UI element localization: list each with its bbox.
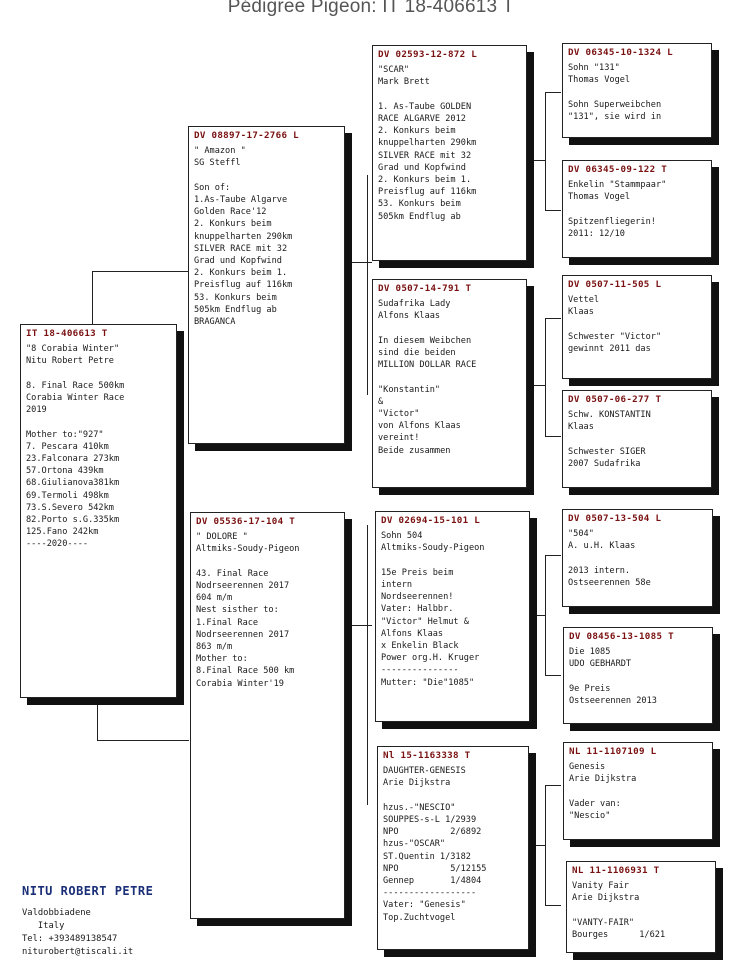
pedigree-line: 1.Final Race: [196, 617, 259, 628]
pedigree-line: 8.Final Race 500 km: [196, 666, 295, 677]
pedigree-line: MILLION DOLLAR RACE: [378, 360, 477, 371]
sire-dam-card: [372, 279, 527, 488]
pedigree-line: "Victor": [378, 409, 420, 419]
ring-number: DV 06345-09-122 T: [568, 164, 668, 175]
sd-dam-card: [562, 390, 712, 488]
pedigree-line: Sohn 504: [381, 531, 423, 542]
ring-number: Nl 15-1163338 T: [383, 750, 471, 761]
pedigree-line: " DOLORE ": [196, 532, 248, 543]
pedigree-line: "Victor" Helmut &: [381, 616, 469, 627]
pedigree-line: Arie Dijkstra: [383, 778, 451, 789]
pedigree-line: Vader van:: [569, 798, 621, 809]
pedigree-line: [378, 371, 521, 383]
ring-number: DV 08456-13-1085 T: [569, 631, 674, 642]
pedigree-line: ------------------: [383, 888, 477, 899]
pedigree-line: A. u.H. Klaas: [568, 541, 636, 552]
pedigree-line: [194, 170, 339, 182]
connector-line: [545, 675, 561, 676]
pedigree-line: 125.Fano 242km: [26, 527, 99, 538]
pedigree-line: knuppelharten 290km: [378, 138, 477, 149]
pedigree-line: knuppelharten 290km: [194, 231, 293, 242]
connector-line: [530, 160, 545, 161]
pedigree-line: x Enkelin Black: [381, 641, 459, 652]
pedigree-line: 43. Final Race: [196, 568, 269, 579]
pedigree-line: 1. As-Taube GOLDEN: [378, 101, 472, 112]
pedigree-line: Ostseerennen 58e: [568, 578, 651, 588]
pedigree-line: Schw. KONSTANTIN: [568, 410, 651, 421]
pedigree-line: ST.Quentin 1/3182: [383, 851, 471, 862]
ring-number: DV 0507-13-504 L: [568, 513, 662, 524]
ss-sire-card: [562, 43, 712, 138]
pedigree-line: [26, 416, 171, 428]
connector-line: [545, 555, 546, 675]
pedigree-line: Schwester "Victor": [568, 331, 662, 342]
pedigree-line: 1.As-Taube Algarve: [194, 195, 288, 205]
pedigree-line: Sohn "131": [568, 63, 620, 74]
pedigree-line: 505km Endflug ab: [194, 304, 277, 315]
pedigree-line: 57.Ortona 439km: [26, 466, 104, 477]
breeder-city: Valdobbiadene: [22, 908, 91, 918]
pedigree-line: Top.Zuchtvogel: [383, 912, 456, 923]
connector-line: [545, 210, 561, 211]
ring-number: NL 11-1106931 T: [572, 865, 660, 876]
connector-line: [545, 92, 546, 210]
pedigree-line: Gennep 1/4804: [383, 876, 482, 887]
pedigree-line: SILVER RACE mit 32: [194, 243, 288, 254]
sire-sire-card: [372, 45, 527, 261]
pedigree-line: "504": [568, 529, 594, 540]
pedigree-line: 23.Falconara 273km: [26, 454, 120, 464]
pedigree-line: 15e Preis beim: [381, 567, 454, 578]
connector-line: [367, 175, 368, 395]
pedigree-line: [196, 556, 339, 568]
ring-number: DV 0507-06-277 T: [568, 394, 662, 405]
pedigree-line: Vanity Fair: [572, 881, 629, 892]
pedigree-line: 505km Endflug ab: [378, 211, 461, 222]
breeder-name: NITU ROBERT PETRE: [22, 884, 154, 898]
ring-number: IT 18-406613 T: [26, 328, 108, 339]
ring-number: DV 08897-17-2766 L: [194, 130, 299, 141]
pedigree-line: [572, 905, 710, 917]
pedigree-line: 863 m/m: [196, 642, 233, 653]
pedigree-line: Nordseerennen!: [381, 592, 454, 603]
pedigree-line: 2013 intern.: [568, 565, 631, 576]
pedigree-line: "VANTY-FAIR": [572, 917, 635, 928]
pedigree-line: UDO GEBHARDT: [569, 659, 632, 670]
connector-line: [545, 318, 561, 319]
pedigree-line: Altmiks-Soudy-Pigeon: [196, 544, 300, 555]
pedigree-line: [26, 368, 171, 380]
pedigree-line: Thomas Vogel: [568, 192, 631, 203]
pedigree-line: Altmiks-Soudy-Pigeon: [381, 543, 485, 554]
pedigree-line: &: [378, 396, 384, 407]
pedigree-line: [378, 323, 521, 335]
connector-line: [97, 697, 98, 740]
pedigree-line: Arie Dijkstra: [572, 893, 640, 904]
pedigree-line: Sudafrika Lady: [378, 299, 451, 310]
ring-number: DV 06345-10-1324 L: [568, 47, 673, 58]
pedigree-line: Die 1085: [569, 647, 611, 658]
pedigree-line: Preisflug auf 116km: [194, 280, 293, 291]
pedigree-line: hzus.-"NESCIO": [383, 802, 456, 813]
pedigree-line: Grad und Kopfwind: [194, 256, 282, 267]
pedigree-line: 53. Konkurs beim: [378, 199, 461, 210]
ring-number: DV 02694-15-101 L: [381, 515, 481, 526]
pedigree-line: 2011: 12/10: [568, 229, 625, 239]
pedigree-line: [568, 319, 706, 331]
pedigree-line: intern: [381, 580, 413, 590]
pedigree-line: "SCAR": [378, 65, 410, 76]
connector-line: [545, 905, 561, 906]
pedigree-line: Alfons Klaas: [378, 311, 441, 322]
pedigree-line: BRAGANCA: [194, 317, 236, 328]
breeder-phone: Tel: +393489138547: [22, 934, 118, 944]
pedigree-line: Preisflug auf 116km: [378, 187, 477, 198]
dd-dam-card: [566, 861, 716, 953]
pedigree-line: 9e Preis: [569, 683, 611, 694]
connector-line: [545, 92, 561, 93]
pedigree-line: Mother to:"927": [26, 429, 104, 440]
pedigree-line: 2007 Sudafrika: [568, 459, 641, 469]
pedigree-line: Corabia Winter'19: [196, 678, 284, 689]
pedigree-line: gewinnt 2011 das: [568, 344, 651, 354]
dam-sire-card: [375, 511, 530, 722]
connector-line: [545, 436, 561, 437]
dd-sire-card: [563, 742, 713, 840]
pedigree-line: NPO 5/12155: [383, 863, 487, 874]
pedigree-line: 68.Giulianova381km: [26, 478, 120, 489]
pedigree-line: "8 Corabia Winter": [26, 344, 120, 355]
pedigree-line: 7. Pescara 410km: [26, 441, 109, 452]
dam-dam-card: [377, 746, 529, 950]
pedigree-line: Klaas: [568, 422, 594, 433]
pedigree-line: Beide zusammen: [378, 445, 451, 456]
breeder-email[interactable]: niturobert@tiscali.it: [22, 947, 134, 957]
pedigree-line: 2. Konkurs beim 1.: [378, 175, 472, 186]
pedigree-line: Klaas: [568, 307, 594, 318]
connector-line: [530, 385, 545, 386]
connector-line: [530, 845, 545, 846]
pedigree-line: Enkelin "Stammpaar": [568, 180, 667, 191]
pedigree-line: Vater: Halbbr.: [381, 604, 454, 615]
pedigree-line: von Alfons Klaas: [378, 421, 461, 432]
pedigree-line: ----2020----: [26, 539, 89, 550]
breeder-info: [22, 884, 153, 959]
pedigree-line: [568, 87, 706, 99]
pedigree-line: Mark Brett: [378, 77, 430, 88]
pedigree-line: 604 m/m: [196, 593, 233, 604]
pedigree-line: vereint!: [378, 433, 420, 444]
pedigree-line: In diesem Weibchen: [378, 335, 472, 346]
pedigree-line: Ostseerennen 2013: [569, 696, 657, 706]
pedigree-line: Son of:: [194, 182, 231, 193]
pedigree-line: Sohn Superweibchen: [568, 99, 662, 110]
pedigree-line: Nitu Robert Petre: [26, 356, 114, 367]
connector-line: [352, 262, 372, 263]
connector-line: [352, 625, 372, 626]
ring-number: DV 0507-11-505 L: [568, 279, 662, 290]
connector-line: [545, 785, 546, 905]
pedigree-line: "131", sie wird in: [568, 112, 662, 122]
pedigree-line: [383, 790, 523, 802]
ss-dam-card: [562, 160, 712, 258]
pedigree-line: hzus-"OSCAR": [383, 839, 446, 850]
pedigree-line: [381, 555, 524, 567]
pedigree-line: 2. Konkurs beim 1.: [194, 268, 288, 279]
pedigree-line: 8. Final Race 500km: [26, 380, 125, 391]
connector-line: [545, 318, 546, 436]
connector-line: [92, 271, 188, 272]
pedigree-line: " Amazon ": [194, 146, 246, 157]
pedigree-line: Bourges 1/621: [572, 930, 666, 940]
pedigree-line: Arie Dijkstra: [569, 774, 637, 785]
pedigree-line: Schwester SIGER: [568, 446, 646, 457]
pedigree-line: Spitzenfliegerin!: [568, 216, 656, 227]
pedigree-line: "Konstantin": [378, 384, 441, 395]
pedigree-line: [569, 671, 707, 683]
pedigree-line: Thomas Vogel: [568, 75, 631, 86]
pedigree-line: Grad und Kopfwind: [378, 162, 466, 173]
connector-line: [530, 615, 545, 616]
pedigree-line: SG Steffl: [194, 158, 241, 169]
ring-number: NL 11-1107109 L: [569, 746, 657, 757]
pedigree-line: Vettel: [568, 295, 600, 306]
pedigree-line: Mutter: "Die"1085": [381, 677, 475, 688]
pedigree-line: Genesis: [569, 762, 606, 773]
pedigree-line: Nodrseerennen 2017: [196, 629, 290, 640]
ring-number: DV 02593-12-872 L: [378, 49, 478, 60]
breeder-country: Italy: [22, 921, 65, 931]
pedigree-line: "Nescio": [569, 811, 611, 821]
pedigree-line: [568, 553, 707, 565]
ds-dam-card: [563, 627, 713, 724]
pedigree-line: 69.Termoli 498km: [26, 490, 109, 501]
page-title: Pédigree Pigeon: IT 18-406613 T: [227, 0, 515, 17]
pedigree-line: Mother to:: [196, 654, 248, 665]
pedigree-line: Nest sisther to:: [196, 605, 279, 616]
pedigree-line: 2. Konkurs beim: [194, 219, 272, 230]
pedigree-line: SILVER RACE mit 32: [378, 150, 472, 161]
pedigree-line: [378, 89, 521, 101]
pedigree-line: 2019: [26, 405, 47, 416]
sire-card: [188, 126, 345, 444]
pedigree-line: ---------------: [381, 665, 459, 676]
pedigree-line: 82.Porto s.G.335km: [26, 515, 120, 526]
ring-number: DV 05536-17-104 T: [196, 516, 296, 527]
pedigree-line: NPO 2/6892: [383, 827, 482, 838]
subject-pigeon-card: [20, 324, 177, 698]
dam-card: [190, 512, 345, 919]
ds-sire-card: [562, 509, 713, 607]
connector-line: [92, 271, 93, 325]
pedigree-line: SOUPPES-s-L 1/2939: [383, 815, 477, 825]
pedigree-line: [569, 786, 707, 798]
pedigree-line: DAUGHTER-GENESIS: [383, 766, 466, 777]
sd-sire-card: [562, 275, 712, 379]
pedigree-line: RACE ALGARVE 2012: [378, 114, 466, 124]
pedigree-line: Power org.H. Kruger: [381, 653, 480, 664]
connector-line: [545, 785, 561, 786]
pedigree-line: Vater: "Genesis": [383, 900, 466, 911]
pedigree-line: [568, 204, 706, 216]
pedigree-line: Corabia Winter Race: [26, 393, 125, 403]
ring-number: DV 0507-14-791 T: [378, 283, 472, 294]
pedigree-line: Nodrseerennen 2017: [196, 581, 290, 591]
pedigree-line: 73.S.Severo 542km: [26, 502, 114, 513]
pedigree-line: [568, 434, 706, 446]
pedigree-line: Alfons Klaas: [381, 628, 444, 639]
pedigree-line: 53. Konkurs beim: [194, 292, 277, 303]
connector-line: [367, 525, 368, 805]
pedigree-line: 2. Konkurs beim: [378, 126, 456, 137]
pedigree-line: Golden Race'12: [194, 207, 267, 218]
connector-line: [97, 740, 189, 741]
pedigree-line: sind die beiden: [378, 348, 456, 358]
connector-line: [545, 555, 561, 556]
